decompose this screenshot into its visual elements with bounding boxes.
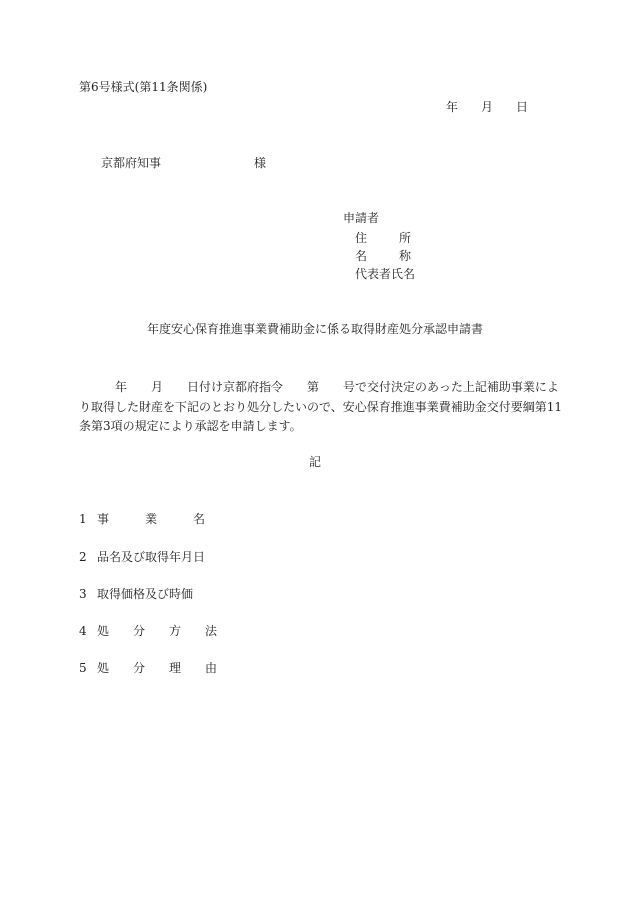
- item-number: 4: [79, 624, 87, 638]
- applicant-representative-label: 代表者氏名: [355, 267, 416, 281]
- item-label: 品名及び取得年月日: [97, 550, 206, 564]
- item-label: 事 業 名: [97, 512, 206, 526]
- request-body: [79, 378, 563, 437]
- body-line-1: 年 月 日付け京都府指令 第 号で交付決定のあった上記補助事業によ: [79, 380, 559, 394]
- addressee-name: 京都府知事: [101, 156, 162, 170]
- item-label: 処 分 方 法: [97, 624, 218, 638]
- address-label-char-2: 所: [399, 231, 412, 245]
- date-day-label: 日: [516, 100, 529, 114]
- body-line-2: り取得した財産を下記のとおり処分したいので、安心保育推進事業費補助金交付要綱第11: [79, 399, 563, 414]
- item-label: 取得価格及び時価: [97, 587, 194, 601]
- date-month-label: 月: [481, 100, 494, 114]
- form-number: 第6号様式(第11条関係): [79, 80, 208, 94]
- item-label: 処 分 理 由: [97, 661, 218, 675]
- date-year-label: 年: [446, 100, 459, 114]
- item-number: 2: [79, 550, 87, 564]
- item-number: 5: [79, 661, 87, 675]
- application-date: [440, 101, 530, 115]
- name-label-char-2: 称: [399, 249, 412, 263]
- addressee-honorific: 様: [254, 156, 267, 170]
- name-label-char-1: 名: [355, 249, 368, 263]
- ki-heading: 記: [308, 455, 321, 469]
- address-label-char-1: 住: [355, 231, 368, 245]
- body-line-3: 条第3項の規定により承認を申請します。: [79, 419, 302, 433]
- item-number: 1: [79, 512, 87, 526]
- item-number: 3: [79, 587, 87, 601]
- applicant-heading: 申請者: [343, 211, 380, 225]
- document-title: 年度安心保育推進事業費補助金に係る取得財産処分承認申請書: [146, 322, 483, 336]
